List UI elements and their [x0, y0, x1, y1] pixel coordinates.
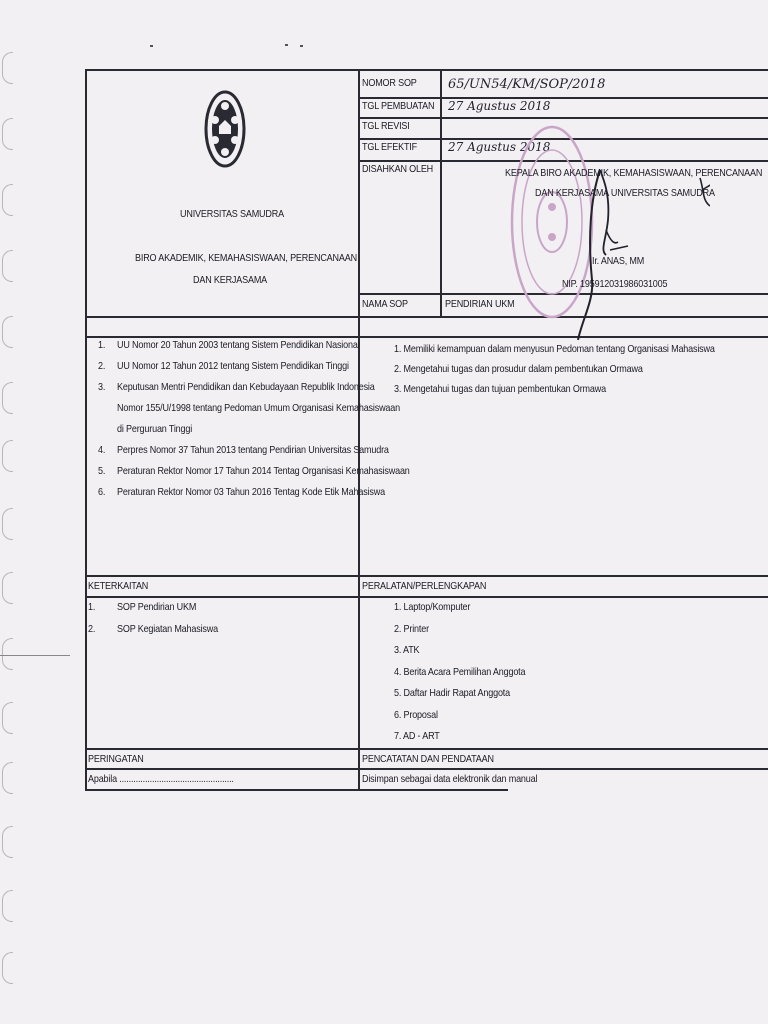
- binder-hole: [2, 382, 13, 414]
- table-divider-vertical: [358, 69, 360, 790]
- binder-hole: [2, 890, 13, 922]
- disahkan-line2: DAN KERJASAMA UNIVERSITAS SAMUDRA: [535, 187, 715, 199]
- table-border-left: [85, 69, 87, 790]
- scan-dot: [300, 45, 303, 47]
- keterkaitan-num: 1.: [88, 601, 96, 613]
- binder-hole: [2, 250, 13, 282]
- signer-nip: NIP. 195912031986031005: [562, 278, 668, 290]
- peralatan-item: 5. Daftar Hadir Rapat Anggota: [394, 687, 510, 699]
- signer-name: Ir. ANAS, MM: [592, 255, 645, 267]
- pencatatan-underline: [358, 789, 508, 791]
- scan-dot: [150, 45, 153, 47]
- dasar-hukum-item: UU Nomor 20 Tahun 2003 tentang Sistem Pendidikan Nasional: [117, 339, 360, 351]
- dasar-hukum-num: 2.: [98, 360, 106, 372]
- pencatatan-text: Disimpan sebagai data elektronik dan manual: [362, 773, 538, 785]
- table-border-bottom: [85, 789, 365, 791]
- binder-hole: [2, 316, 13, 348]
- dasar-hukum-item: UU Nomor 12 Tahun 2012 tentang Sistem Pendidikan Tinggi: [117, 360, 349, 372]
- tgl-revisi-label: TGL REVISI: [362, 120, 410, 132]
- peringatan-text: Apabila .................................................: [88, 773, 234, 785]
- binder-hole: [2, 762, 13, 794]
- peralatan-item: 7. AD - ART: [394, 730, 440, 742]
- disahkan-label: DISAHKAN OLEH: [362, 163, 434, 175]
- keterkaitan-label: KETERKAITAN: [88, 580, 149, 592]
- meta-divider-vertical: [440, 69, 442, 317]
- binder-hole: [2, 638, 13, 670]
- tgl-efektif-value: 27 Agustus 2018: [448, 140, 551, 154]
- bureau-name-line2: DAN KERJASAMA: [193, 274, 268, 286]
- nama-sop-value: PENDIRIAN UKM: [445, 298, 515, 310]
- binder-hole: [2, 508, 13, 540]
- scan-dot: [285, 44, 288, 46]
- section-line: [85, 596, 768, 598]
- dasar-hukum-item: di Perguruan Tinggi: [117, 423, 193, 435]
- peralatan-item: 3. ATK: [394, 644, 420, 656]
- bureau-name-line1: BIRO AKADEMIK, KEMAHASISWAAN, PERENCANAAN: [135, 252, 357, 264]
- section-line: [85, 748, 768, 750]
- nomor-sop-label: NOMOR SOP: [362, 77, 417, 89]
- university-logo: [203, 90, 247, 168]
- dasar-hukum-num: 6.: [98, 486, 106, 498]
- scan-mark: [0, 655, 70, 656]
- keterkaitan-item: SOP Pendirian UKM: [117, 601, 197, 613]
- dasar-hukum-num: 1.: [98, 339, 106, 351]
- dasar-hukum-item: Peraturan Rektor Nomor 03 Tahun 2016 Tentag Kode Etik Mahasiswa: [117, 486, 385, 498]
- dasar-hukum-num: 5.: [98, 465, 106, 477]
- dasar-hukum-item: Keputusan Mentri Pendidikan dan Kebudayaan Republik Indonesia: [117, 381, 375, 393]
- dasar-hukum-num: 4.: [98, 444, 106, 456]
- peralatan-item: 2. Printer: [394, 622, 429, 635]
- meta-row-line: [358, 117, 768, 119]
- kualifikasi-item: 1. Memiliki kemampuan dalam menyusun Pedoman tentang Organisasi Mahasiswa: [394, 343, 715, 355]
- binder-hole: [2, 440, 13, 472]
- peringatan-label: PERINGATAN: [88, 753, 144, 765]
- dasar-hukum-num: 3.: [98, 381, 106, 393]
- peralatan-item: 6. Proposal: [394, 708, 438, 721]
- binder-hole: [2, 52, 13, 84]
- peralatan-item: 1. Laptop/Komputer: [394, 601, 471, 613]
- peralatan-label: PERALATAN/PERLENGKAPAN: [362, 580, 487, 592]
- binder-hole: [2, 118, 13, 150]
- binder-hole: [2, 702, 13, 734]
- dasar-hukum-item: Peraturan Rektor Nomor 17 Tahun 2014 Tentag Organisasi Kemahasiswaan: [117, 465, 410, 477]
- section-line: [85, 575, 768, 577]
- tgl-pembuatan-label: TGL PEMBUATAN: [362, 100, 435, 112]
- dasar-hukum-item: Perpres Nomor 37 Tahun 2013 tentang Pendirian Universitas Samudra: [117, 444, 389, 456]
- nomor-sop-value: 65/UN54/KM/SOP/2018: [448, 77, 606, 92]
- tgl-pembuatan-value: 27 Agustus 2018: [448, 99, 551, 113]
- table-border-top: [85, 69, 768, 71]
- section-line: [85, 768, 768, 770]
- kualifikasi-item: 3. Mengetahui tugas dan tujuan pembentukan Ormawa: [394, 383, 606, 395]
- binder-hole: [2, 826, 13, 858]
- university-name: UNIVERSITAS SAMUDRA: [180, 208, 284, 220]
- binder-hole: [2, 952, 13, 984]
- peralatan-item: 4. Berita Acara Pemilihan Anggota: [394, 665, 526, 678]
- disahkan-line1: KEPALA BIRO AKADEMIK, KEMAHASISWAAN, PERENCANAAN: [505, 167, 763, 179]
- tgl-efektif-label: TGL EFEKTIF: [362, 141, 417, 153]
- binder-hole: [2, 184, 13, 216]
- dasar-hukum-item: Nomor 155/U/1998 tentang Pedoman Umum Organisasi Kemahasiswaan: [117, 402, 400, 414]
- pencatatan-label: PENCATATAN DAN PENDATAAN: [362, 753, 494, 765]
- meta-row-line: [358, 97, 768, 99]
- kualifikasi-item: 2. Mengetahui tugas dan prosudur dalam pembentukan Ormawa: [394, 363, 643, 375]
- nama-sop-label: NAMA SOP: [362, 298, 408, 310]
- binder-hole: [2, 572, 13, 604]
- keterkaitan-item: SOP Kegiatan Mahasiswa: [117, 623, 218, 635]
- keterkaitan-num: 2.: [88, 623, 96, 635]
- signature: [570, 150, 710, 340]
